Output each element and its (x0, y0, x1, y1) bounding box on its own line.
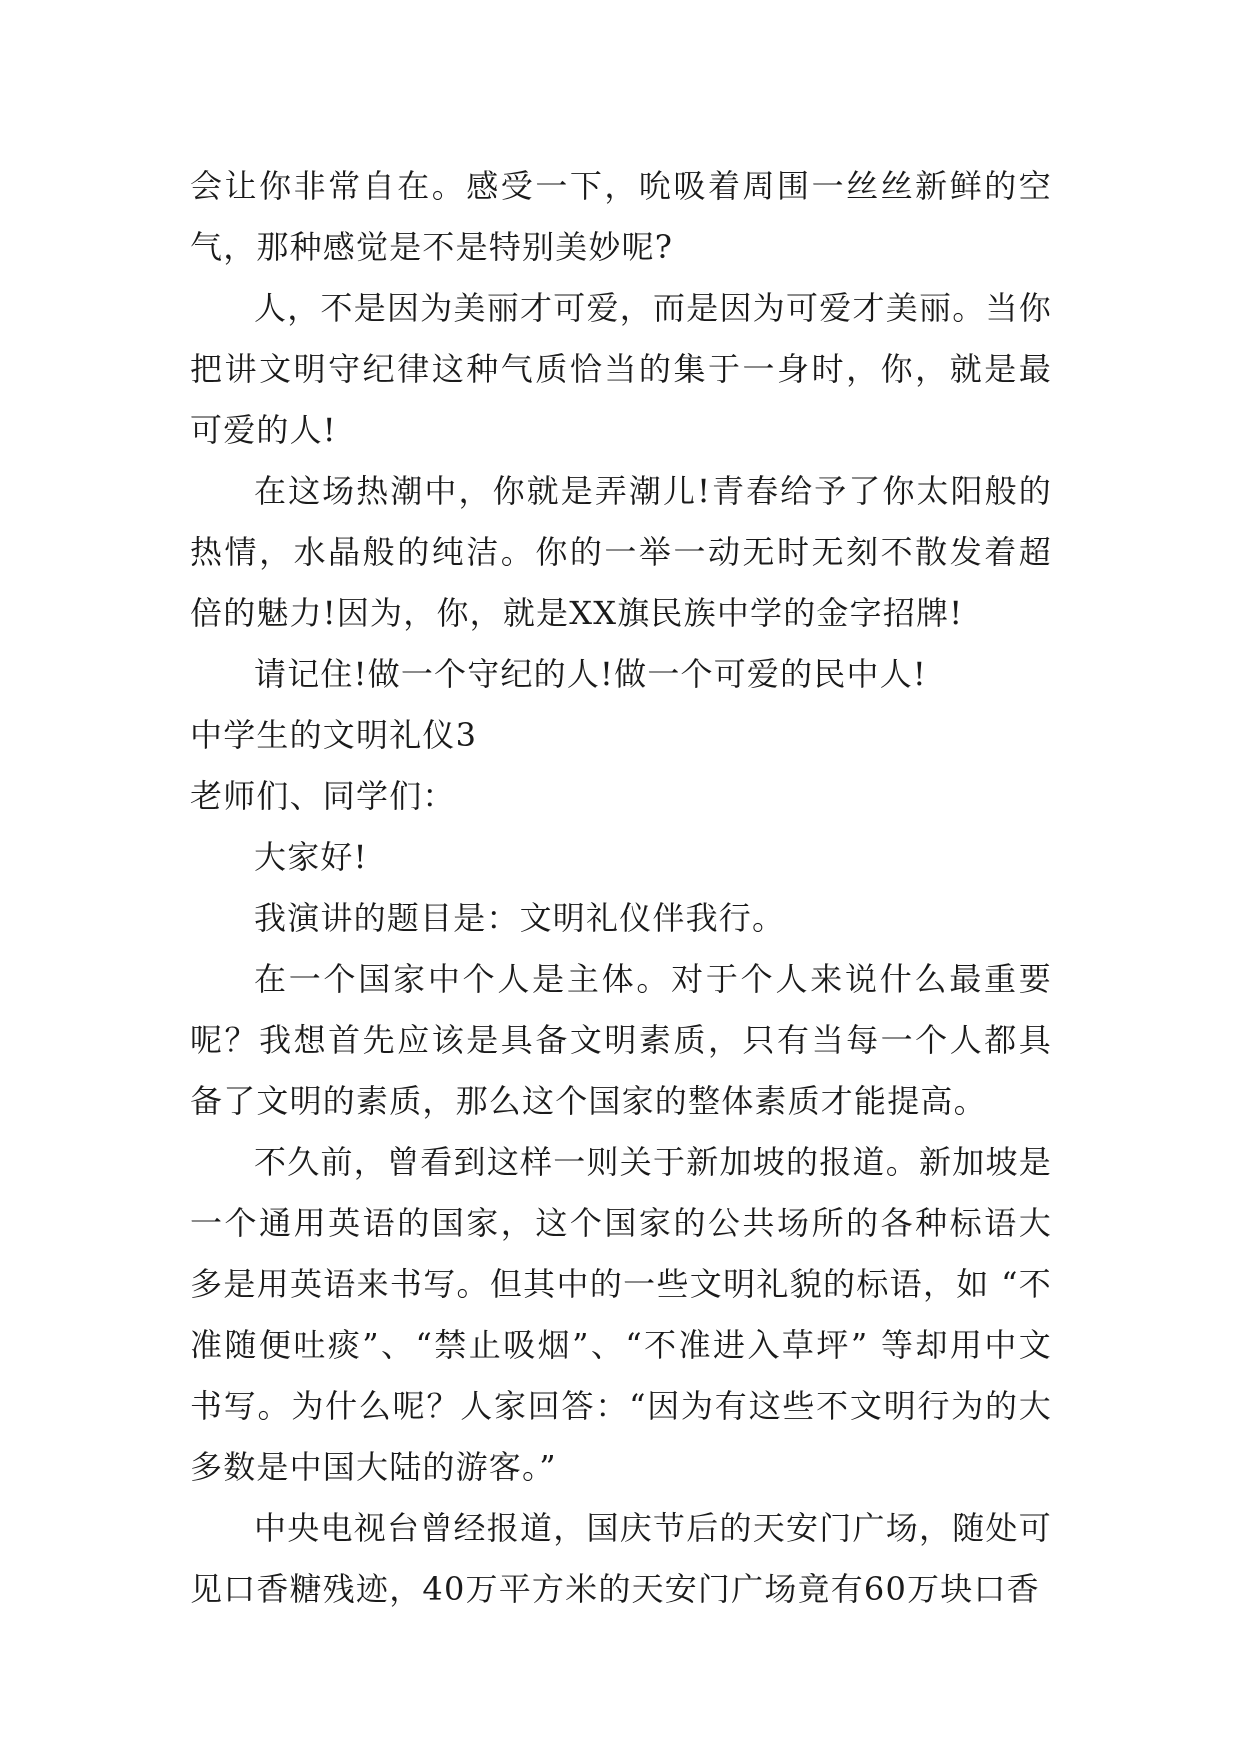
paragraph: 人，不是因为美丽才可爱，而是因为可爱才美丽。当你把讲文明守纪律这种气质恰当的集于一身时，你，就是最可爱的人! (190, 289, 1052, 449)
paragraph: 请记住!做一个守纪的人!做一个可爱的民中人! (254, 655, 927, 693)
salutation: 老师们、同学们： (190, 777, 456, 815)
paragraph: 在这场热潮中，你就是弄潮儿!青春给予了你太阳般的热情，水晶般的纯洁。你的一举一动无时无刻不散发着超倍的魅力!因为，你，就是XX旗民族中学的金字招牌! (190, 472, 1052, 632)
paragraph: 在一个国家中个人是主体。对于个人来说什么最重要呢？我想首先应该是具备文明素质，只有当每一个人都具备了文明的素质，那么这个国家的整体素质才能提高。 (190, 960, 1052, 1120)
paragraph: 中央电视台曾经报道，国庆节后的天安门广场，随处可见口香糖残迹，40万平方米的天安门广场竟有60万块口香 (190, 1509, 1052, 1608)
document-body (190, 156, 1052, 1620)
section-title: 中学生的文明礼仪3 (190, 716, 478, 754)
greeting: 大家好! (254, 838, 368, 876)
speech-topic: 我演讲的题目是：文明礼仪伴我行。 (254, 899, 786, 937)
paragraph-continuation: 会让你非常自在。感受一下，吮吸着周围一丝丝新鲜的空气，那种感觉是不是特别美妙呢? (190, 167, 1052, 266)
paragraph: 不久前，曾看到这样一则关于新加坡的报道。新加坡是一个通用英语的国家，这个国家的公共场所的各种标语大多是用英语来书写。但其中的一些文明礼貌的标语，如 “不准随便吐痰”、“禁止吸烟”、“不准进入草坪” 等却用中文书写。为什么呢？人家回答：“因为有这些不文明行为的大多数是中国大陆的游客。” (190, 1143, 1052, 1486)
